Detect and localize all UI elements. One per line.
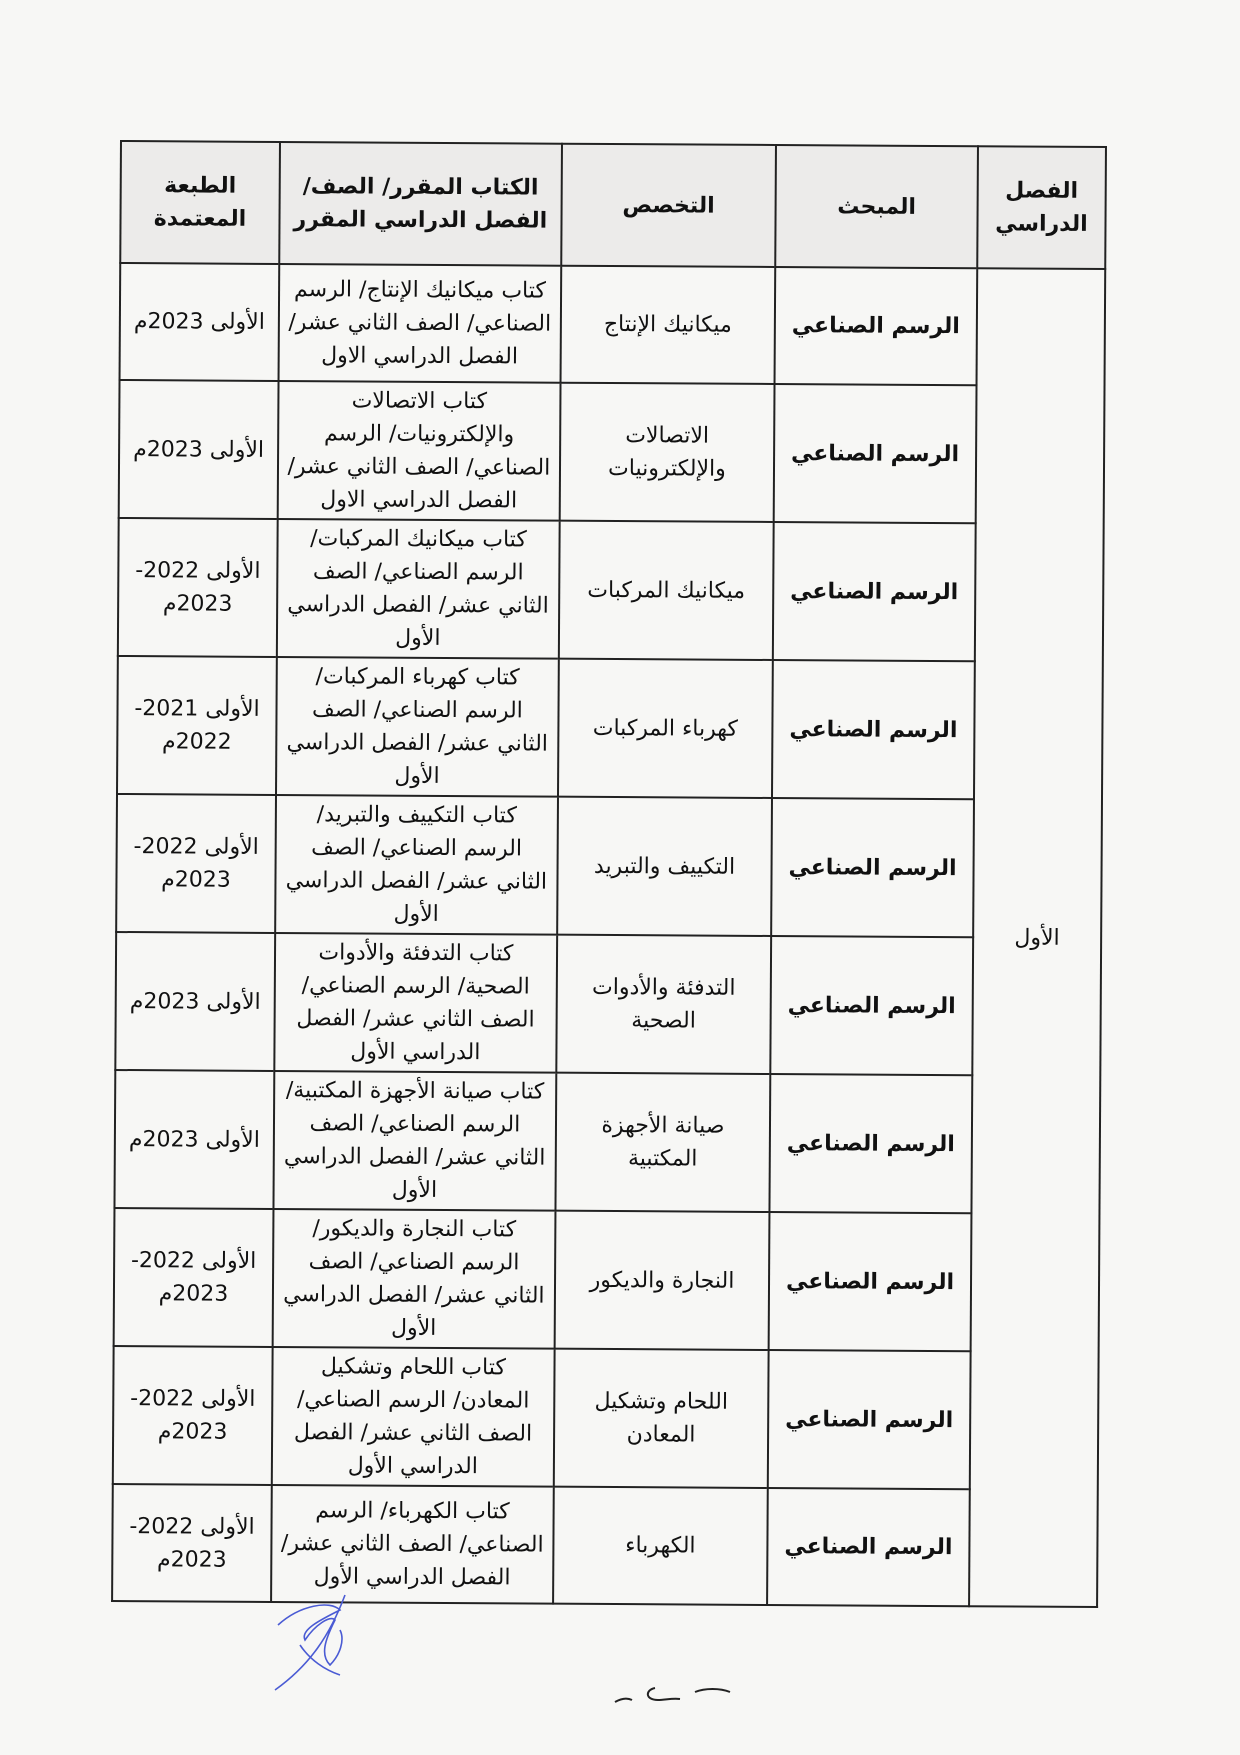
specialty-cell: كهرباء المركبات <box>558 659 773 798</box>
book-cell: كتاب ميكانيك الإنتاج/ الرسم الصناعي/ الصف الثاني عشر/ الفصل الدراسي الاول <box>279 264 562 383</box>
book-cell: كتاب الكهرباء/ الرسم الصناعي/ الصف الثاني عشر/ الفصل الدراسي الأول <box>271 1485 554 1604</box>
specialty-cell: ميكانيك الإنتاج <box>560 266 775 384</box>
book-cell: كتاب التدفئة والأدوات الصحية/ الرسم الصناعي/ الصف الثاني عشر/ الفصل الدراسي الأول <box>274 933 557 1073</box>
curriculum-table <box>111 140 1107 1608</box>
header-book: الكتاب المقرر/ الصف/ الفصل الدراسي المقرر <box>279 142 562 266</box>
semester-cell: الأول <box>969 268 1105 1607</box>
subject-cell: الرسم الصناعي <box>774 384 977 523</box>
table-row <box>113 1346 1099 1490</box>
subject-cell: الرسم الصناعي <box>772 660 975 799</box>
table-row <box>115 932 1101 1076</box>
subject-cell: الرسم الصناعي <box>773 522 976 661</box>
specialty-cell: ميكانيك المركبات <box>559 521 774 660</box>
edition-cell: الأولى 2022-2023م <box>112 1484 272 1602</box>
edition-cell: الأولى 2022-2023م <box>114 1208 274 1347</box>
header-semester: الفصل الدراسي <box>977 146 1106 269</box>
subject-cell: الرسم الصناعي <box>770 936 973 1075</box>
edition-cell: الأولى 2022-2023م <box>113 1346 273 1485</box>
subject-cell: الرسم الصناعي <box>770 1074 973 1213</box>
specialty-cell: الكهرباء <box>553 1487 768 1605</box>
header-specialty: التخصص <box>561 144 776 267</box>
edition-cell: الأولى 2023م <box>115 932 275 1071</box>
book-cell: كتاب كهرباء المركبات/ الرسم الصناعي/ الصف الثاني عشر/ الفصل الدراسي الأول <box>276 657 559 797</box>
book-cell: كتاب الاتصالات والإلكترونيات/ الرسم الصناعي/ الصف الثاني عشر/ الفصل الدراسي الاول <box>278 381 561 521</box>
edition-cell: الأولى 2022-2023م <box>116 794 276 933</box>
specialty-cell: صيانة الأجهزة المكتبية <box>555 1073 770 1212</box>
book-cell: كتاب ميكانيك المركبات/ الرسم الصناعي/ الصف الثاني عشر/ الفصل الدراسي الأول <box>277 519 560 659</box>
table-row <box>118 518 1104 662</box>
subject-cell: الرسم الصناعي <box>768 1350 971 1489</box>
edition-cell: الأولى 2023م <box>119 380 279 519</box>
table-row <box>112 1484 1098 1607</box>
book-cell: كتاب صيانة الأجهزة المكتبية/ الرسم الصناعي/ الصف الثاني عشر/ الفصل الدراسي الأول <box>273 1071 556 1211</box>
specialty-cell: التكييف والتبريد <box>557 797 772 936</box>
specialty-cell: النجارة والديكور <box>554 1211 769 1350</box>
header-edition: الطبعة المعتمدة <box>120 141 280 264</box>
subject-cell: الرسم الصناعي <box>775 267 977 385</box>
table-row <box>114 1070 1100 1214</box>
subject-cell: الرسم الصناعي <box>769 1212 972 1351</box>
handwritten-mark <box>610 1680 760 1710</box>
book-cell: كتاب النجارة والديكور/ الرسم الصناعي/ الصف الثاني عشر/ الفصل الدراسي الأول <box>273 1209 556 1349</box>
subject-cell: الرسم الصناعي <box>767 1488 969 1606</box>
specialty-cell: اللحام وتشكيل المعادن <box>554 1349 769 1488</box>
edition-cell: الأولى 2023م <box>114 1070 274 1209</box>
header-row <box>120 141 1106 269</box>
subject-cell: الرسم الصناعي <box>771 798 974 937</box>
table-row <box>120 263 1106 386</box>
signature <box>270 1585 370 1695</box>
table-row <box>116 794 1102 938</box>
book-cell: كتاب اللحام وتشكيل المعادن/ الرسم الصناعي/ الصف الثاني عشر/ الفصل الدراسي الأول <box>272 1347 555 1487</box>
table-row <box>119 380 1105 524</box>
table-row <box>117 656 1103 800</box>
edition-cell: الأولى 2022-2023م <box>118 518 278 657</box>
book-cell: كتاب التكييف والتبريد/ الرسم الصناعي/ الصف الثاني عشر/ الفصل الدراسي الأول <box>275 795 558 935</box>
edition-cell: الأولى 2023م <box>120 263 280 381</box>
specialty-cell: التدفئة والأدوات الصحية <box>556 935 771 1074</box>
specialty-cell: الاتصالات والإلكترونيات <box>559 383 774 522</box>
edition-cell: الأولى 2021-2022م <box>117 656 277 795</box>
header-subject: المبحث <box>775 145 977 268</box>
table-row <box>114 1208 1100 1352</box>
